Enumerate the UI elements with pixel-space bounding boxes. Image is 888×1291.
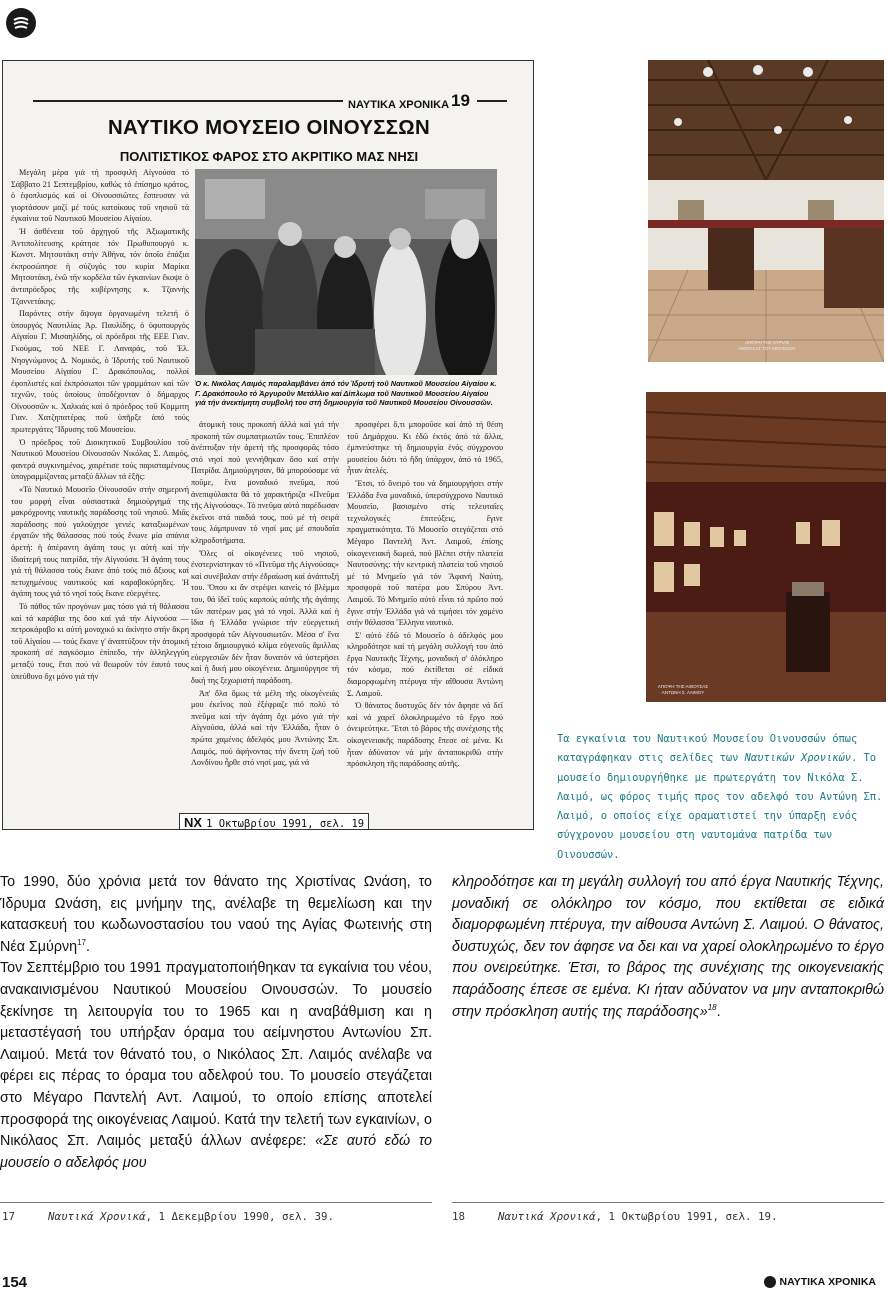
clipping-source xyxy=(179,813,369,830)
clipping-page-number: 19 xyxy=(451,91,470,110)
footnote-rule xyxy=(452,1202,884,1203)
header-rule xyxy=(33,100,343,102)
page-number: 154 xyxy=(2,1274,28,1291)
footnote-rule xyxy=(0,1202,432,1203)
header-rule xyxy=(477,100,507,102)
footnote-18: 18 Ναυτικά Χρονικά, 1 Οκτωβρίου 1991, σελ. 19. xyxy=(452,1210,778,1223)
footer-brand: ΝΑΥΤΙΚΑ ΧΡΟΝΙΚΑ xyxy=(764,1276,876,1288)
body-paragraph: Το 1990, δύο χρόνια μετά τον θάνατο της Χριστίνας Ωνάση, το Ίδρυμα Ωνάση, εις μνήμην της, ανέλαβε τη θεμελίωση και την κατασκευή του κωδωνοστασίου του ναού της Αγίας Φωτεινής στη Νέα Σμύρνη$^{17}$. xyxy=(0,874,432,955)
ceremony-photo xyxy=(195,169,497,375)
photo2-label: ΑΠΟΨΗ ΤΗΣ ΑΙΘΟΥΣΑΣ ΑΝΤΩΝΗ Σ. ΛΑΙΜΟΥ xyxy=(657,684,709,695)
side-caption: Τα εγκαίνια του Ναυτικού Μουσείου Οινουσσών όπως καταγράφηκαν στις σελίδες των Ναυτικών Χρονικών. Το μουσείο δημιουργήθηκε με πρωτεργάτη τον Νικόλα Σ. Λαιμό, ως φόρος τιμής προς τον αδελφό του Αντώνη Σπ. Λαιμό, ο οποίος είχε οραματιστεί την ύπαρξη ενός σύγχρονου μουσείου στη ναυτομάνα πατρίδα των Οινουσσών. xyxy=(557,733,883,861)
brand-logo-icon xyxy=(6,8,36,38)
source-mark: ΝΧ xyxy=(184,815,203,830)
brand-logo-icon xyxy=(764,1276,776,1288)
clipping-title: ΝΑΥΤΙΚΟ ΜΟΥΣΕΙΟ ΟΙΝΟΥΣΣΩΝ xyxy=(107,117,431,139)
body-text-right-column: κληροδότησε και τη μεγάλη συλλογή του από έργα Ναυτικής Τέχνης, μοναδική σε ολόκληρο τον κόσμο, που εκτίθεται σε ειδικά διαμορφωμένη πτέρυγα, την αίθουσα Αντώνη Σ. Λαιμού. Ο θάνατος, δυστυχώς, δεν τον άφησε να δει και να χαρεί ολοκληρωμένο το έργο που ονειρεύτηκε. Έτσι, το βάρος της συνέχισης της οικογενειακής παράδοσης έπεσε σε εμένα. Κι ήταν αδύνατον να μην ανταποκριθώ στην πρόσκληση αυτής της παράδοσης»$^{18}$. xyxy=(452,874,884,1020)
footnote-17: 17 Ναυτικά Χρονικά, 1 Δεκεμβρίου 1990, σελ. 39. xyxy=(2,1210,335,1223)
laimos-hall-photo xyxy=(646,392,886,702)
clipping-column-1: Μεγάλη μέρα γιά τή προσφιλή Αἰγνούσα τό Σάββατο 21 Σεπτεμβρίου, καθώς τό ἐπίσημο κράτος, ὁ ἐφοπλισμός καί οἱ Οἰνουσσιῶτες ἔσπευσαν νά γιορτάσουν μαζί μέ τούς κατοίκους τοῦ νησιοῦ τά ἐγκαίνια τοῦ Ναυτικοῦ Μουσείου Αἰγαίου. Ἡ ἀσθένεια τοῦ ἀρχηγοῦ τῆς Ἀξιωματικῆς Ἀντιπολίτευσης κράτησε τόν Πρωθυπουργό κ. Κωνστ. Μητσοτάκη στήν Ἀθήνα, τόν ὁποῖο ἐπάξια ἐκπροσώπησε ἡ σύζυγός του κυρία Μαρίκα Μητσοτάκη, ἐνῶ τήν κορδέλα τῶν ἐγκαινίων ἔκοψε ὁ ἀντιπρόεδρος τῆς κυβέρνησης κ. Τζαννής Τζαννετάκης. Παρόντες στήν ἄψογα ὀργανωμένη τελετή ὁ ὑπουργός Ναυτιλίας Ἀρ. Παυλίδης, ὁ ὑφυπουργός Αἰγαίου Γ. Μισαηλίδης, οἱ πρόεδροι τῆς ΕΕΕ Γιαν. Γκούμας, τοῦ ΝΕΕ Γ. Λαναράς, τοῦ Ἑλ. Νηογνώμονος Δ. Νομικός, ὁ Ἱδρυτής τοῦ Ναυτικοῦ Μουσείου Αἰγαίου Γ. Δρακόπουλος, πολλοί ἐφοπλιστές καί ἐκπρόσωποι τῶν γραμμάτων καί τῶν τεχνῶν, τούς ὁποίους ὑποδέχονταν ὁ δήμαρχος Οἰνουσσῶν κ. Χαλκιάς καί ὁ πρόεδρος τοῦ Κομμιτη Γιαν. Χατζηπατέρας ποῦ ὑπῆρξε ἀπό τούς πρωτεργάτες Ἵδρυσης τοῦ Μουσείου. Ὁ πρόεδρος τοῦ Διοικητικοῦ Συμβουλίου τοῦ Ναυτικοῦ Μουσείου Οἰνουσσῶν Νικόλας Σ. Λαιμός, φανερά συγκινημένος, χαιρέτισε τούς παρισταμένους ὑπογραμμίζοντας μεταξύ ἄλλων τά ἑξῆς: «Τό Ναυτικό Μουσεῖο Οἰνουσσῶν στήν σημερινή του μορφή εἶναι οὐσιαστικά δημιούργημά της μακρόχρονης ναυτικῆς παράδοσης τοῦ νησιοῦ. Μιᾶς παράδοσης πού γαλούχησε γενιές καταξιωμένων ἐργατῶν τῆς θάλασσας πού τούς ἕνωνε μία σπάνια ἀρετή: ἡ ἀπέραντη ἀγάπη τους γι αὐτή καί τήν ἰδιαίτερή τους πατρίδα, τήν Αἰγνούσα. Ἡ ἀγάπη τους γιά τή θάλασσα τούς ἔκανε ἀπό τούς πιό ἄξιους καί πετυχημένους ναυτικούς καί καραβοκύρηδες. Ἡ ἀγάπη τους γιά τό νησί τούς ἔκανε εὐεργέτες. Τό πάθος τῶν προγόνων μας τόσο γιά τή θάλασσα καί τά καράβια της ὅσο καί γιά τήν Αἰγνούσα — πετροκάραβο κι αὐτή μοναχικό κι ἀκίνητο στήν ἄκρη τοῦ Αἰγαίου — τούς ἔκανε γ' ἀναπτύξουν τήν ἀτομική προκοπή σέ παγκόσμιο ἐπίπεδο, τήν ἀλληλεγγύη μεταξύ τους, ἔτσι πού νά θεωροῦν τόν ἑαυτό τους ὑπεύθυνο ὄχι μόνο γιά τήν xyxy=(11,168,189,681)
museum-main-hall-photo xyxy=(648,60,884,362)
body-text-left-column xyxy=(0,872,432,1174)
photo1-label: ΑΠΟΨΗ ΤΗΣ ΚΥΡΙΑΣ ΑΙΘΟΥΣΑΣ ΤΟΥ ΜΟΥΣΕΙΟΥ xyxy=(738,340,796,351)
clipping-column-2: ἀτομική τους προκοπή ἀλλά καί γιά τήν προκοπή τῶν συμπατριωτῶν τους. Ἐπιπλέον ἀνέπτυξαν τήν ἀρετή τῆς προσφορᾶς τόσο στό νησί πού γεννήθηκαν ὅσο καί στήν Πατρίδα. Δημιούργησαν, θά μπορούσαμε νά ποῦμε, ἕνα μοναδικό πνεῦμα, πού ἀνεπιφύλακτα θά τό χαρακτήριζα «Πνεῦμα τῆς Αἰγνούσας». Τό πνεῦμα αὐτό παρέδωσαν ἐκεῖνοι στά παιδιά τους, πού μέ τή σειρά τους λάμπρυναν τό νησί μας μέ σπουδαῖα κληροδοτήματα. Ὅλες οἱ οἰκογένειες τοῦ νησιοῦ, ἐνστερνίστηκαν τό «Πνεῦμα τῆς Αἰγνούσας» καί συνέβαλαν στήν ἐδραίωση καί ἀνάπτυξή του. Ὅπου κι ἄν στρέψει κανείς τό βλέμμα του, θά ἰδεῖ τούς καρπούς αὐτῆς τῆς ἀγάπης τῶν πατέρων μας γιά τό νησί. Ἀλλά καί ἡ ἴδια ἡ Ἑλλάδα γνώρισε τήν εὐεργετική προσφορά τῶν Αἰγνουσιωτῶν. Μέσα σ' ἕνα τέτοιο δημιουργικό κλίμα εὐγενοῦς ἅμιλλας εὐεργεσιῶν δέν ἦταν δυνατόν νά ὑστερήσει καί ἡ δική μου οἰκογένεια. Δημιούργησε τή δική της ξεχωριστή παράδοση. Ἀπ' ὅλα ὅμως τά μέλη τῆς οἰκογένειάς μου ἐκεῖνος πού ἐξέφραζε πιό πολύ τό πνεῦμα καί τήν ἀγάπη ὄχι μόνο γιά τήν Αἰγνούσα, ἀλλά καί τήν Ἑλλάδα, ἦταν ὁ πρώτα χαμένος ἀδελφός μου Ἀντώνης Σπ. Λαιμός, πού ἀφήνοντας τήν ἄνετη ζωή τοῦ Λονδίνου ἦρθε στό νησί μας, γιά νά xyxy=(191,420,339,768)
source-date: 1 Οκτωβρίου 1991, σελ. 19 xyxy=(206,818,365,830)
clipping-column-3: προσφέρει ὅ,τι μποροῦσε καί ἀπό τή θέση τοῦ Δημάρχου. Κι ἐδῶ ἐκτός ἀπό τά ἄλλα, ἐμπνεύστηκε τή δημιουργία ἑνός σύγχρονου μουσείου διότι τό ἤδη ὑπάρχον, ἀπό τό 1965, ἦταν ἀτελές. Ἔτσι, τό ὄνειρό του νά δημιουργήσει στήν Ἑλλάδα ἕνα μοναδικό, ὑπερσύγχρονο Ναυτικό Μουσεῖο, βασισμένο στίς τελευταῖες τεχνολογικές ἐπιτεύξεις, ἔγινε πραγματικότητα. Τό Μουσεῖο στεγάζεται στό Μέγαρο Παντελῆ Ἀντ. Λαιμοῦ, ἐπίσης οἰκογενειακή δωρεά, πού βλέπει στήν πλατεία Ναυτοσύνης: τήν κεντρική πλατεία τοῦ νησιοῦ μέ τό Μνημεῖο γιά τόν Ἄφανή Ναύτη, προσφορά τοῦ πατέρα μου Σπύρου Ἀντ. Λαιμοῦ. Τό Μνημεῖο αὐτό εἶναι τό πρῶτο πού ἔγινε στήν Ἑλλάδα γιά νά τιμήσει τόν χαμένο στήν θάλασσα Ἕλληνα ναυτικό. Σ' αὐτό ἐδῶ τό Μουσεῖο ὁ ἀδελφός μου κληροδότησε καί τή μεγάλη συλλογή του ἀπό ἔργα Ναυτικῆς Τέχνης, μοναδική σ' ὁλόκληρο τόν κόσμο, πού ἐκτίθεται σέ εἰδικά διαμορφωμένη πτέρυγα τήν αἴθουσα Ἀντώνη Σ. Λαιμοῦ. Ὁ θάνατος δυστυχῶς δέν τόν ἄφησε νά δεῖ καί νά χαρεῖ ὁλοκληρωμένο τό ἔργο πού ὀνειρεύτηκε. Ἔτσι τό βάρος τῆς συνέχισης τῆς οἰκογενειακῆς παράδοσης ἔπεσε σέ μένα. Κι ἦταν ἀδύνατον νά μήν ἀνταποκριθῶ στήν πρόσκληση τῆς παράδοσης αὐτῆς. xyxy=(347,420,503,769)
body-paragraph: Τον Σεπτέμβριο του 1991 πραγματοποιήθηκαν τα εγκαίνια του νέου, ανακαινισμένου Ναυτικού Μουσείου Οινουσσών. Το μουσείο ξεκίνησε τη λειτουργία του το 1965 και η αναβάθμιση και η μεταστέγασή του υπήρξαν όραμα του αείμνηστου Αντωνίου Σπ. Λαιμού. Μετά τον θάνατό του, ο Νικόλαος Σπ. Λαιμός ανέλαβε να φέρει εις πέρας το όραμα του αδελφού του. Το μουσείο στεγάζεται στο Μέγαρο Παντελή Αντ. Λαιμού, το οποίο επίσης αποτελεί προσφορά της οικογένειας Λαιμού. Κατά την τελετή των εγκαινίων, ο Νικόλαος Σπ. Λαιμός μεταξύ άλλων ανέφερε: «Σε αυτό εδώ το μουσείο ο αδελφός μου xyxy=(0,960,432,1171)
newspaper-clipping xyxy=(2,60,534,830)
photo-caption: Ὁ κ. Νικόλας Λαιμός παραλαμβάνει ἀπό τόν Ἱδρυτή τοῦ Ναυτικοῦ Μουσείου Αἰγαίου κ. Γ. Δρακόπουλο τό Ἀργυροῦν Μετάλλιο καί Δίπλωμα τοῦ Ναυτικοῦ Μουσείου Αἰγαίου γιά τήν ἀνεκτίμητη συμβολή του στή δημιουργία τοῦ Ναυτικοῦ Μουσείου Οἰνουσσῶν. xyxy=(195,379,497,407)
clipping-header: ΝΑΥΤΙΚΑ ΧΡΟΝΙΚΑ xyxy=(348,99,450,111)
clipping-subtitle: ΠΟΛΙΤΙΣΤΙΚΟΣ ΦΑΡΟΣ ΣΤΟ ΑΚΡΙΤΙΚΟ ΜΑΣ ΝΗΣΙ xyxy=(119,149,419,164)
